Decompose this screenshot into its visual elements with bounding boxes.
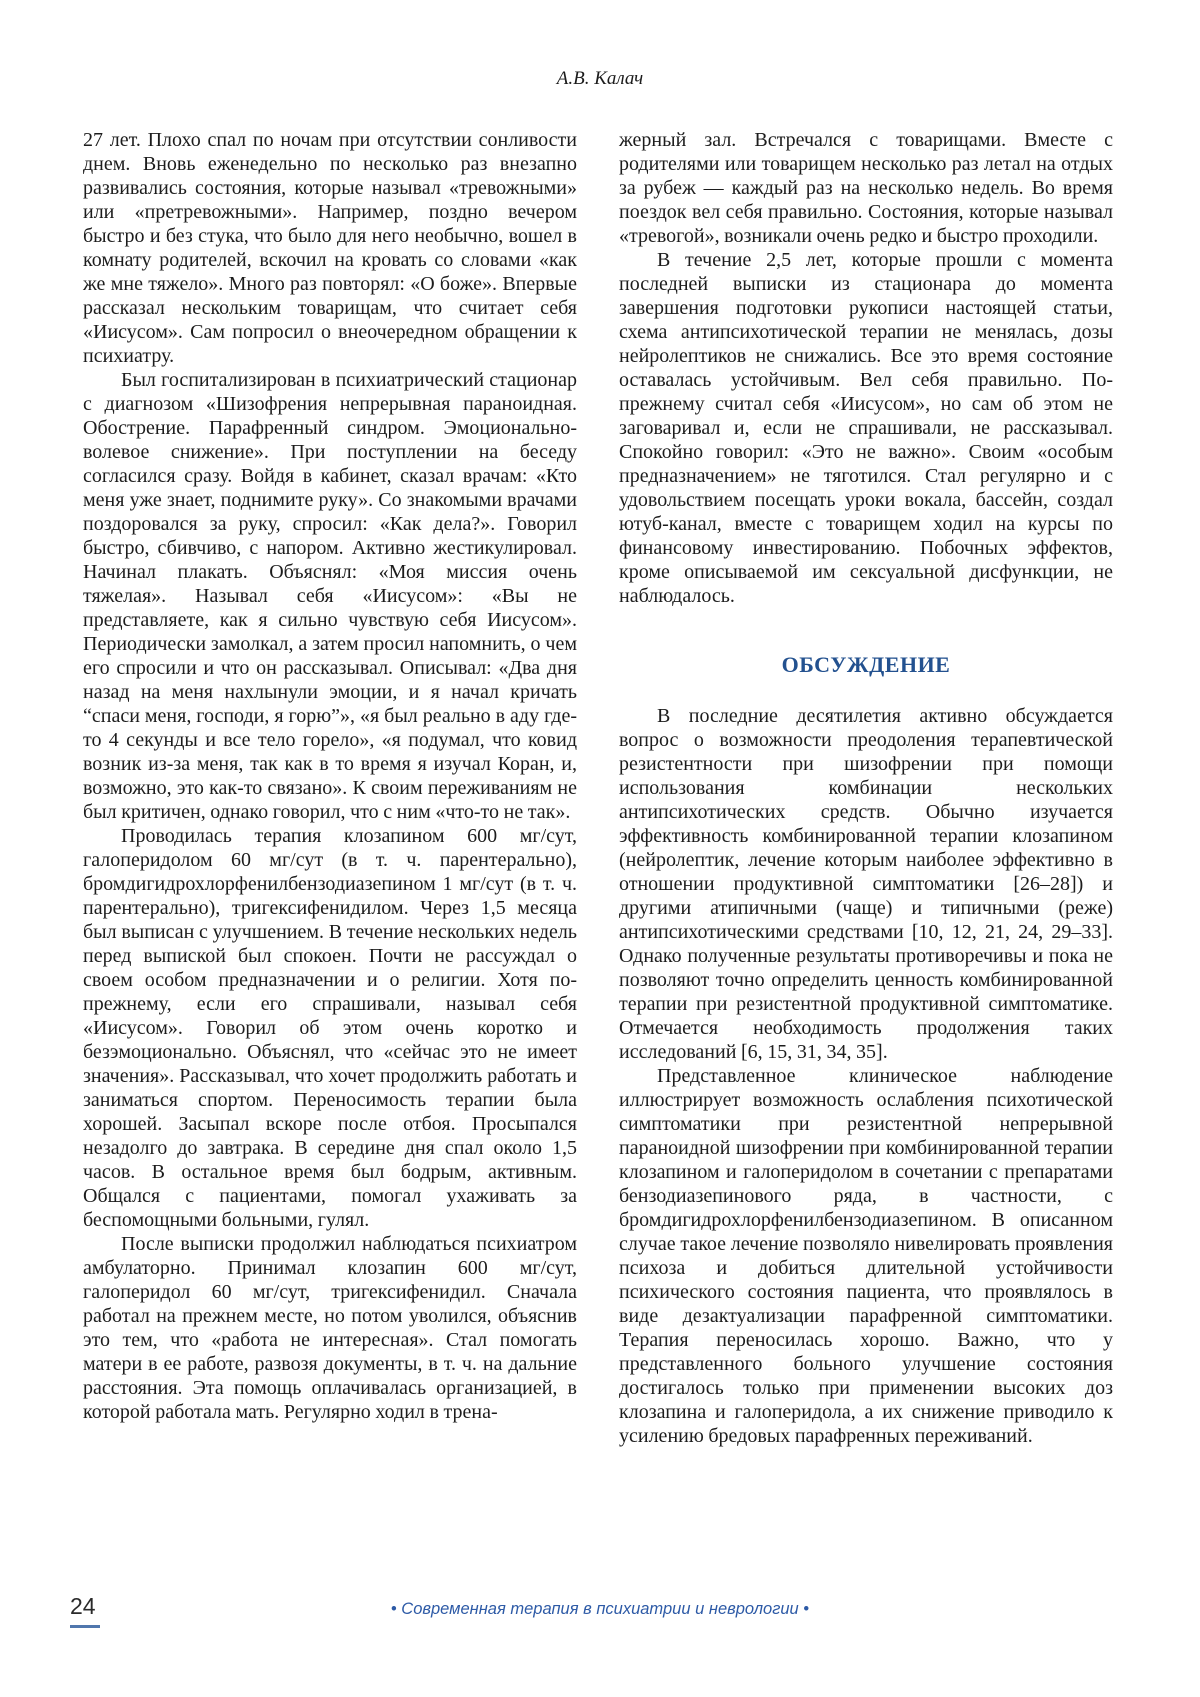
- paragraph: Представленное клиническое наблюдение иллюстрирует возможность ослабления психотической симптоматики при резистентной непрерывной параноидной шизофрении при комбинированной терапии клозапином и галоперидолом в сочетании с препаратами бензодиазепинового ряда, в частности, с бромдигидрохлорфенилбензодиазепином. В описанном случае такое лечение позволяло нивелировать проявления психоза и добиться длительной устойчивости психического состояния пациента, что проявлялось в виде дезактуализации парафренной симптоматики. Терапия переносилась хорошо. Важно, что у представленного больного улучшение состояния достигалось только при применении высоких доз клозапина и галоперидола, а их снижение приводило к усилению бредовых парафренных переживаний.: [619, 1065, 1113, 1447]
- paragraph: жерный зал. Встречался с товарищами. Вместе с родителями или товарищем несколько раз летал на отдых за рубеж — каждый раз на несколько недель. Во время поездок вел себя правильно. Состояния, которые называл «тревогой», возникали очень редко и быстро проходили.: [619, 129, 1113, 247]
- paragraph: 27 лет. Плохо спал по ночам при отсутствии сонливости днем. Вновь еженедельно по несколько раз внезапно развивались состояния, которые называл «тревожными» или «претревожными». Например, поздно вечером быстро и без стука, что было для него необычно, вошел в комнату родителей, вскочил на кровать со словами «как же мне тяжело». Много раз повторял: «О боже». Впервые рассказал нескольким товарищам, что считает себя «Иисусом». Сам попросил о внеочередном обращении к психиатру.: [83, 129, 577, 367]
- right-column: [619, 128, 1113, 1448]
- article-body: [83, 128, 1113, 1448]
- page-number-underline: [70, 1625, 100, 1628]
- section-heading-discussion: ОБСУЖДЕНИЕ: [781, 652, 951, 677]
- page-number: 24: [70, 1593, 96, 1619]
- paragraph: Был госпитализирован в психиатрический стационар с диагнозом «Шизофрения непрерывная параноидная. Обострение. Парафренный синдром. Эмоционально-волевое снижение». При поступлении на беседу согласился сразу. Войдя в кабинет, сказал врачам: «Кто меня уже знает, поднимите руку». Со знакомыми врачами поздоровался за руку, спросил: «Как дела?». Говорил быстро, сбивчиво, с напором. Активно жестикулировал. Начинал плакать. Объяснял: «Моя миссия очень тяжелая». Называл себя «Иисусом»: «Вы не представляете, как я сильно чувствую себя Иисусом». Периодически замолкал, а затем просил напомнить, о чем его спросили и что он рассказывал. Описывал: «Два дня назад на меня нахлынули эмоции, и я начал кричать “спаси меня, господи, я горю”», «я был реально в аду где-то 4 секунды и все тело горело», «я подумал, что ковид возник из-за меня, так как в то время я изучал Коран, и, возможно, это как-то связано». К своим переживаниям не был критичен, однако говорил, что с ним «что-то не так».: [83, 369, 577, 823]
- paragraph: Проводилась терапия клозапином 600 мг/сут, галоперидолом 60 мг/сут (в т. ч. парентерально), бромдигидрохлорфенилбензодиазепином 1 мг/сут (в т. ч. парентерально), тригексифенидилом. Через 1,5 месяца был выписан с улучшением. В течение нескольких недель перед выпиской был спокоен. Почти не рассуждал о своем особом предназначении и о религии. Хотя по-прежнему, если его спрашивали, называл себя «Иисусом». Говорил об этом очень коротко и безэмоционально. Объяснял, что «сейчас это не имеет значения». Рассказывал, что хочет продолжить работать и заниматься спортом. Переносимость терапии была хорошей. Засыпал вскоре после отбоя. Просыпался незадолго до завтрака. В середине дня спал около 1,5 часов. В остальное время был бодрым, активным. Общался с пациентами, помогал ухаживать за беспомощными больными, гулял.: [83, 825, 577, 1231]
- paragraph: В последние десятилетия активно обсуждается вопрос о возможности преодоления терапевтической резистентности при шизофрении при помощи использования комбинации нескольких антипсихотических средств. Обычно изучается эффективность комбинированной терапии клозапином (нейролептик, лечение которым наиболее эффективно в отношении продуктивной симптоматики [26–28]) и другими атипичными (чаще) и типичными (реже) антипсихотическими средствами [10, 12, 21, 24, 29–33]. Однако полученные результаты противоречивы и пока не позволяют точно определить ценность комбинированной терапии при резистентной продуктивной симптоматике. Отмечается необходимость продолжения таких исследований [6, 15, 31, 34, 35].: [619, 705, 1113, 1063]
- paragraph: После выписки продолжил наблюдаться психиатром амбулаторно. Принимал клозапин 600 мг/сут, галоперидол 60 мг/сут, тригексифенидил. Сначала работал на прежнем месте, но потом уволился, объяснив это тем, что «работа не интересная». Стал помогать матери в ее работе, развозя документы, в т. ч. на дальние расстояния. Эта помощь оплачивалась организацией, в которой работала мать. Регулярно ходил в трена-: [83, 1233, 577, 1423]
- journal-title: • Современная терапия в психиатрии и неврологии •: [390, 1600, 810, 1618]
- left-column: [83, 128, 577, 1448]
- page-footer: [0, 1593, 1200, 1653]
- paragraph: В течение 2,5 лет, которые прошли с момента последней выписки из стационара до момента завершения подготовки рукописи настоящей статьи, схема антипсихотической терапии не менялась, дозы нейролептиков не снижались. Все это время состояние оставалась устойчивым. Вел себя правильно. По-прежнему считал себя «Иисусом», но сам об этом не заговаривал и, если не спрашивали, не рассказывал. Спокойно говорил: «Это не важно». Своим «особым предназначением» не тяготился. Стал регулярно и с удовольствием посещать уроки вокала, бассейн, создал ютуб-канал, вместе с товарищем ходил на курсы по финансовому инвестированию. Побочных эффектов, кроме описываемой им сексуальной дисфункции, не наблюдалось.: [619, 249, 1113, 607]
- running-head-author: А.В. Калач: [556, 68, 644, 89]
